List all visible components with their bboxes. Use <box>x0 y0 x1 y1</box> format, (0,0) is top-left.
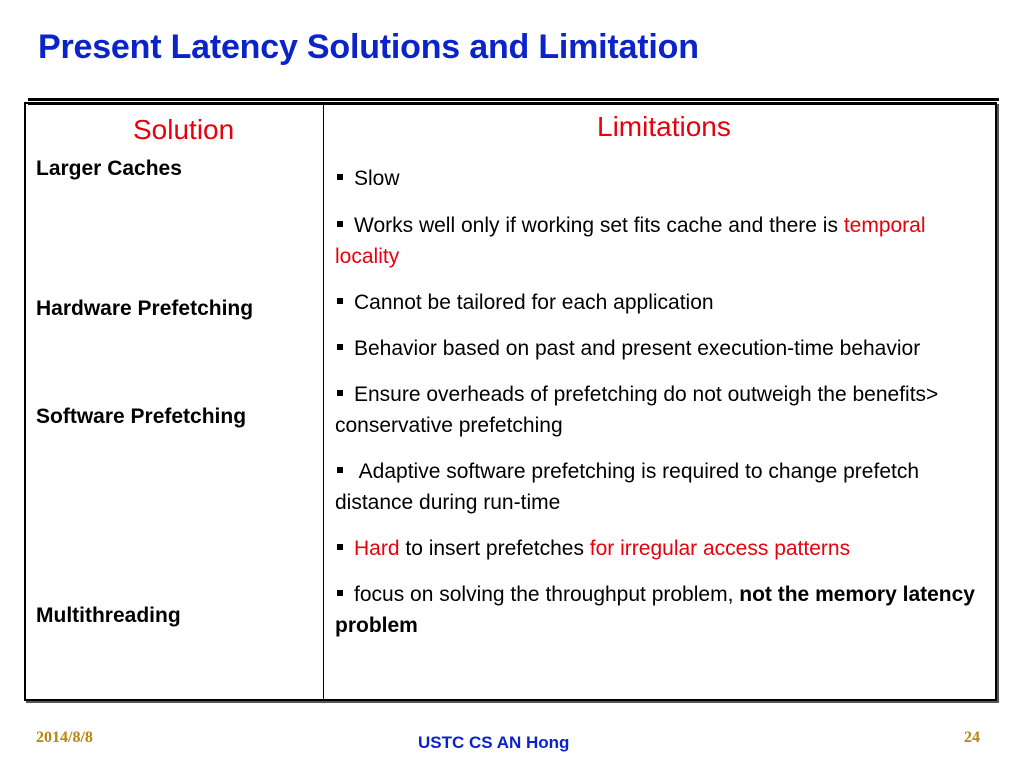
limitation-item <box>335 210 985 272</box>
footer-date: 2014/8/8 <box>36 729 93 746</box>
limitation-highlight: Hard <box>354 537 400 560</box>
square-bullet-icon <box>337 344 343 350</box>
limitation-item <box>335 456 985 518</box>
limitation-item <box>335 163 985 194</box>
square-bullet-icon <box>337 590 343 596</box>
limitation-text: focus on solving the throughput problem, <box>354 583 740 606</box>
limitation-item <box>335 579 985 641</box>
limitation-text: Works well only if working set fits cache and there is <box>354 214 844 237</box>
limitation-text: Behavior based on past and present execution-time behavior <box>354 337 921 360</box>
limitation-text: to insert prefetches <box>399 537 590 560</box>
table-column-divider <box>323 104 324 700</box>
page-number: 24 <box>964 729 980 746</box>
square-bullet-icon <box>337 298 343 304</box>
solution-hardware-prefetching: Hardware Prefetching <box>36 297 254 320</box>
square-bullet-icon <box>337 174 343 180</box>
solution-software-prefetching: Software Prefetching <box>36 405 247 428</box>
header-solution: Solution <box>133 114 235 145</box>
limitation-item <box>335 333 985 364</box>
square-bullet-icon <box>337 221 343 227</box>
slide-title: Present Latency Solutions and Limitation <box>38 28 699 66</box>
square-bullet-icon <box>337 467 343 473</box>
limitation-item <box>335 533 985 564</box>
limitation-emphasis: not the memory latency problem <box>335 583 975 637</box>
square-bullet-icon <box>337 544 343 550</box>
limitation-item <box>335 287 985 318</box>
limitation-highlight: temporal locality <box>335 214 926 268</box>
limitation-highlight: for irregular access patterns <box>589 537 851 560</box>
limitation-text: Adaptive software prefetching is required to change prefetch distance during run-time <box>335 460 925 514</box>
limitation-text: Slow <box>354 167 400 190</box>
footer-author: USTC CS AN Hong <box>418 733 570 752</box>
header-limitations: Limitations <box>597 111 731 142</box>
solution-larger-caches: Larger Caches <box>36 157 182 180</box>
limitation-text: Ensure overheads of prefetching do not outweigh the benefits> conservative prefetching <box>335 383 939 437</box>
limitation-text: Cannot be tailored for each application <box>354 291 714 314</box>
square-bullet-icon <box>337 390 343 396</box>
title-rule-thick <box>28 98 999 101</box>
solution-multithreading: Multithreading <box>36 604 181 627</box>
limitations-list <box>335 163 985 656</box>
limitation-item <box>335 379 985 441</box>
